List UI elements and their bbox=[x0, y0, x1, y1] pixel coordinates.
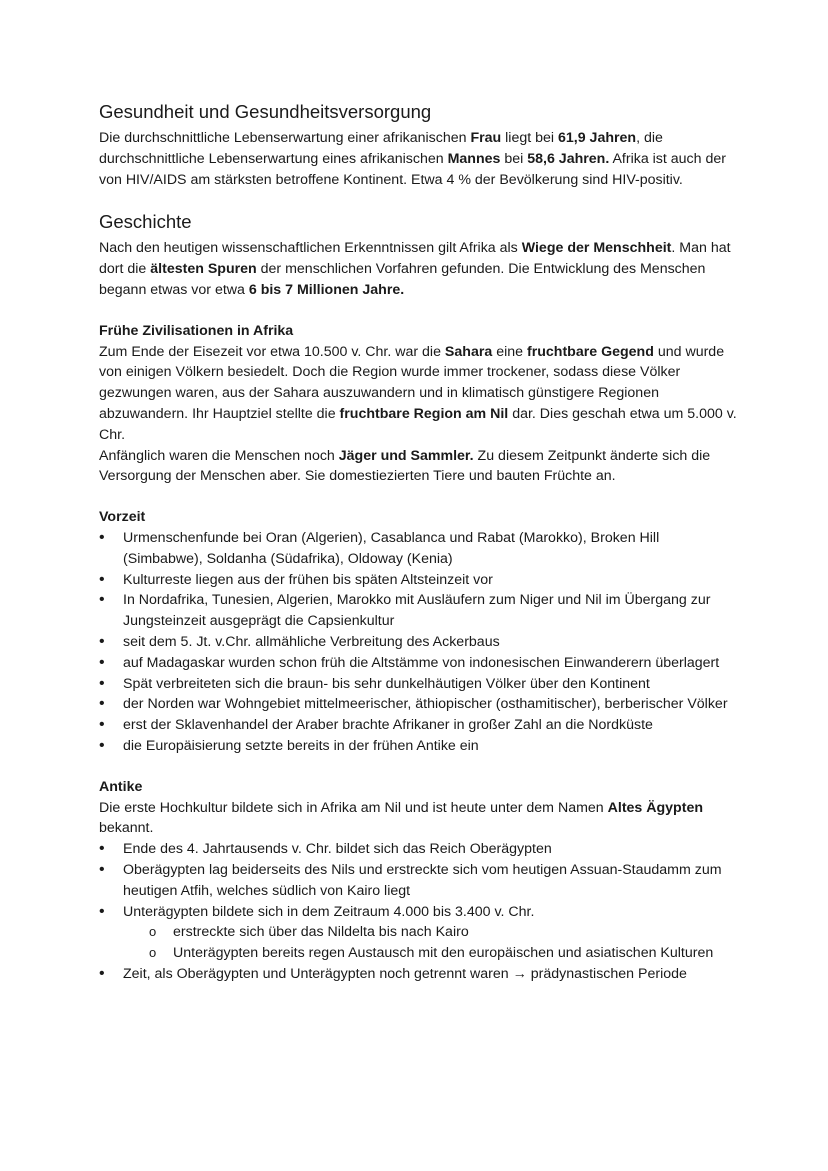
list-item: • auf Madagaskar wurden schon früh die Altstämme von indonesischen Einwanderern überlagert bbox=[99, 653, 739, 674]
list-item: • die Europäisierung setzte bereits in der frühen Antike ein bbox=[99, 736, 739, 757]
list-item: • Urmenschenfunde bei Oran (Algerien), Casablanca und Rabat (Marokko), Broken Hill (Simbabwe), Soldanha (Südafrika), Oldoway (Kenia) bbox=[99, 528, 739, 570]
history-paragraph: Nach den heutigen wissenschaftlichen Erkenntnissen gilt Afrika als Wiege der Menschheit. Man hat dort die ältesten Spuren der menschlichen Vorfahren gefunden. Die Entwicklung des Menschen begann etwas vor etwa 6 bis 7 Millionen Jahre. bbox=[99, 240, 731, 298]
list-item: • Spät verbreiteten sich die braun- bis sehr dunkelhäutigen Völker über den Kontinent bbox=[99, 674, 739, 695]
early-heading: Frühe Zivilisationen in Afrika bbox=[99, 322, 294, 339]
section-history bbox=[99, 210, 739, 300]
antiquity-list bbox=[99, 839, 739, 985]
section-health bbox=[99, 100, 739, 190]
arrow-right-icon: → bbox=[512, 965, 527, 982]
history-heading: Geschichte bbox=[99, 211, 192, 233]
list-item: • In Nordafrika, Tunesien, Algerien, Marokko mit Ausläufern zum Niger und Nil im Übergang zur Jungsteinzeit ausgeprägt die Capsienkultur bbox=[99, 590, 739, 632]
antiquity-paragraph: Die erste Hochkultur bildete sich in Afrika am Nil und ist heute unter dem Namen Altes Ägypten bekannt. bbox=[99, 799, 704, 837]
section-prehistory bbox=[99, 507, 739, 757]
list-item: • seit dem 5. Jt. v.Chr. allmähliche Verbreitung des Ackerbaus bbox=[99, 632, 739, 653]
list-item: • der Norden war Wohngebiet mittelmeerischer, äthiopischer (osthamitischer), berberischer Völker bbox=[99, 694, 739, 715]
health-paragraph: Die durchschnittliche Lebenserwartung einer afrikanischen Frau liegt bei 61,9 Jahren, die durchschnittliche Lebenserwartung eines afrikanischen Mannes bei 58,6 Jahren. Afrika ist auch der von HIV/AIDS am stärksten betroffene Kontinent. Etwa 4 % der Bevölkerung sind HIV-positiv. bbox=[99, 130, 726, 188]
list-item: • Ende des 4. Jahrtausends v. Chr. bildet sich das Reich Oberägypten bbox=[99, 839, 739, 860]
antiquity-sublist bbox=[149, 922, 739, 964]
document-page bbox=[99, 100, 739, 1005]
section-early-civilizations bbox=[99, 321, 739, 487]
sub-list-item: o erstreckte sich über das Nildelta bis nach Kairo bbox=[149, 922, 739, 943]
list-item: • Unterägypten bildete sich in dem Zeitraum 4.000 bis 3.400 v. Chr. o erstreckte sich über das Nildelta bis nach Kairo o Unterägypten bereits regen Austausch mit den europäischen und asiatischen Kulturen bbox=[99, 902, 739, 964]
section-antiquity bbox=[99, 777, 739, 985]
prehistory-heading: Vorzeit bbox=[99, 509, 146, 526]
list-item: • erst der Sklavenhandel der Araber brachte Afrikaner in großer Zahl an die Nordküste bbox=[99, 715, 739, 736]
antiquity-heading: Antike bbox=[99, 778, 143, 795]
early-paragraph-1: Zum Ende der Eisezeit vor etwa 10.500 v. Chr. war die Sahara eine fruchtbare Gegend und wurde von einigen Völkern besiedelt. Doch die Region wurde immer trockener, sodass diese Völker gezwungen waren, aus der Sahara auszuwandern und in klimatisch günstigere Regionen abzuwandern. Ihr Hauptziel stellte die fruchtbare Region am Nil dar. Dies geschah etwa um 5.000 v. Chr. bbox=[99, 343, 737, 443]
list-item: • Kulturreste liegen aus der frühen bis späten Altsteinzeit vor bbox=[99, 570, 739, 591]
early-paragraph-2: Anfänglich waren die Menschen noch Jäger und Sammler. Zu diesem Zeitpunkt änderte sich die Versorgung der Menschen aber. Sie domestiezierten Tiere und bauten Früchte an. bbox=[99, 447, 711, 485]
prehistory-list bbox=[99, 528, 739, 757]
health-heading: Gesundheit und Gesundheitsversorgung bbox=[99, 101, 432, 122]
list-item: • Zeit, als Oberägypten und Unterägypten noch getrennt waren → prädynastischen Periode bbox=[99, 964, 739, 985]
sub-list-item: o Unterägypten bereits regen Austausch mit den europäischen und asiatischen Kulturen bbox=[149, 943, 739, 964]
list-item: • Oberägypten lag beiderseits des Nils und erstreckte sich vom heutigen Assuan-Staudamm zum heutigen Atfih, welches südlich von Kairo liegt bbox=[99, 860, 739, 902]
